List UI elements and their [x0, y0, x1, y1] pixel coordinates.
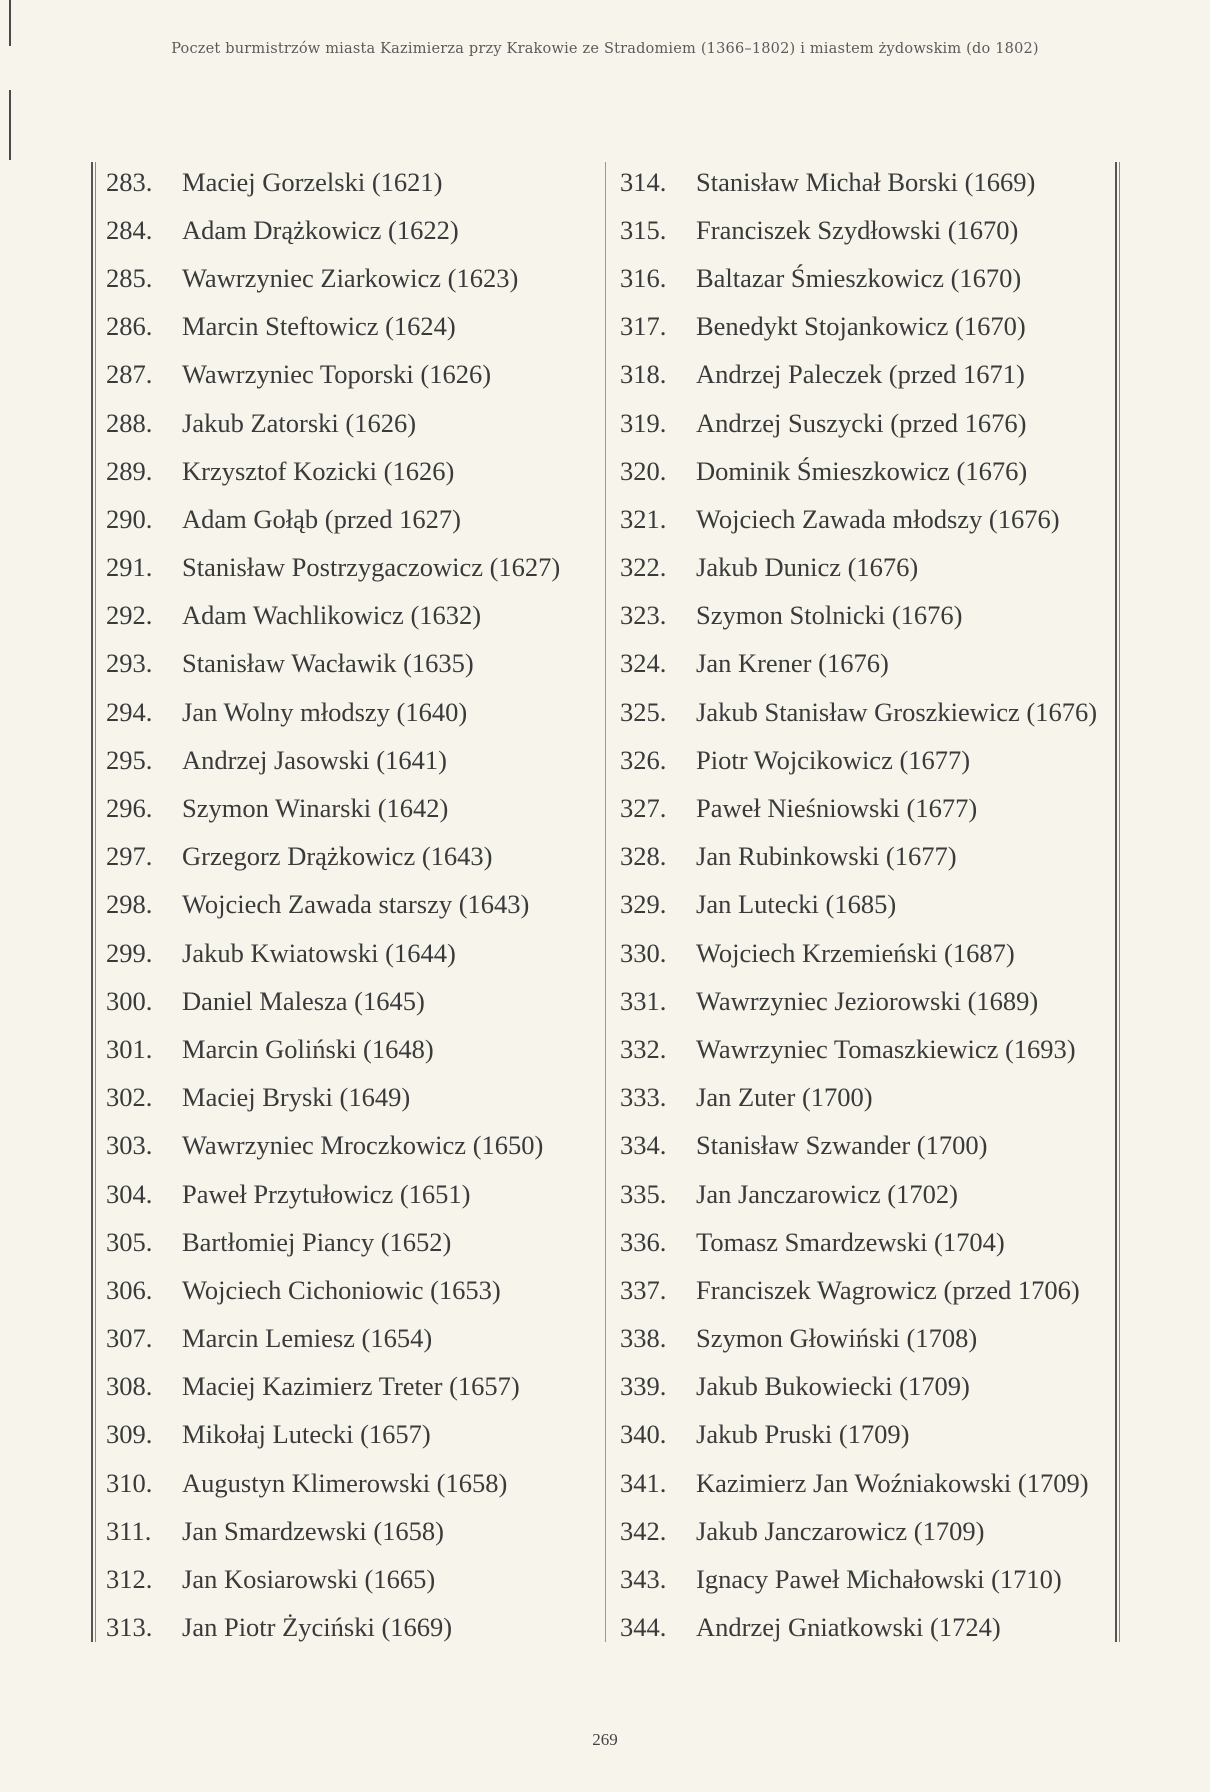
list-item	[620, 254, 1100, 302]
list-item	[620, 351, 1100, 399]
entry-name: Ignacy Paweł Michałowski (1710)	[696, 1564, 1062, 1595]
entry-name: Mikołaj Lutecki (1657)	[182, 1419, 431, 1450]
left-rule-inner	[95, 162, 96, 1642]
entry-name: Jakub Janczarowicz (1709)	[696, 1515, 985, 1546]
list-item	[106, 977, 601, 1025]
entry-name: Jakub Pruski (1709)	[696, 1419, 910, 1450]
list-column-left	[106, 158, 601, 1652]
list-item	[106, 1025, 601, 1073]
list-item	[620, 1459, 1100, 1507]
entry-number: 312.	[106, 1564, 153, 1595]
list-item	[106, 447, 601, 495]
entry-name: Andrzej Gniatkowski (1724)	[696, 1612, 1001, 1643]
entry-number: 330.	[620, 937, 667, 968]
entry-number: 324.	[620, 648, 667, 679]
entry-number: 327.	[620, 793, 667, 824]
entry-number: 329.	[620, 889, 667, 920]
list-item	[106, 736, 601, 784]
entry-number: 303.	[106, 1130, 153, 1161]
entry-number: 293.	[106, 648, 153, 679]
entry-name: Marcin Goliński (1648)	[182, 1033, 434, 1064]
list-item	[620, 640, 1100, 688]
entry-number: 299.	[106, 937, 153, 968]
list-item	[106, 1074, 601, 1122]
entry-name: Jan Piotr Życiński (1669)	[182, 1612, 453, 1643]
list-item	[620, 977, 1100, 1025]
list-item	[106, 495, 601, 543]
entry-name: Wawrzyniec Mroczkowicz (1650)	[182, 1130, 544, 1161]
entry-number: 313.	[106, 1612, 153, 1643]
entry-name: Wawrzyniec Ziarkowicz (1623)	[182, 262, 519, 293]
list-item	[106, 1122, 601, 1170]
entry-name: Paweł Przytułowicz (1651)	[182, 1178, 471, 1209]
entry-number: 321.	[620, 503, 667, 534]
entry-number: 336.	[620, 1226, 667, 1257]
list-item	[620, 929, 1100, 977]
entry-name: Andrzej Jasowski (1641)	[182, 744, 447, 775]
page-number: 269	[592, 1730, 618, 1749]
margin-mark	[9, 90, 11, 160]
entry-name: Jan Wolny młodszy (1640)	[182, 696, 468, 727]
list-item	[106, 254, 601, 302]
entry-number: 285.	[106, 262, 153, 293]
entry-number: 309.	[106, 1419, 153, 1450]
entry-number: 318.	[620, 359, 667, 390]
entry-name: Tomasz Smardzewski (1704)	[696, 1226, 1005, 1257]
entry-number: 343.	[620, 1564, 667, 1595]
entry-name: Franciszek Wagrowicz (przed 1706)	[696, 1274, 1080, 1305]
entry-number: 341.	[620, 1467, 667, 1498]
entry-number: 338.	[620, 1323, 667, 1354]
entry-name: Stanisław Michał Borski (1669)	[696, 166, 1036, 197]
entry-name: Wojciech Krzemieński (1687)	[696, 937, 1015, 968]
list-item	[106, 1411, 601, 1459]
list-item	[106, 1170, 601, 1218]
entry-name: Jakub Stanisław Groszkiewicz (1676)	[696, 696, 1098, 727]
list-item	[106, 206, 601, 254]
entry-number: 335.	[620, 1178, 667, 1209]
entry-number: 333.	[620, 1082, 667, 1113]
list-item	[620, 833, 1100, 881]
entry-number: 296.	[106, 793, 153, 824]
right-rule	[1115, 162, 1117, 1642]
entry-name: Wawrzyniec Jeziorowski (1689)	[696, 985, 1039, 1016]
list-item	[620, 1507, 1100, 1555]
list-item	[106, 351, 601, 399]
list-column-right	[620, 158, 1100, 1652]
entry-number: 325.	[620, 696, 667, 727]
list-item	[620, 303, 1100, 351]
entry-number: 286.	[106, 311, 153, 342]
list-item	[106, 640, 601, 688]
entry-number: 308.	[106, 1371, 153, 1402]
list-item	[620, 736, 1100, 784]
list-item	[620, 1315, 1100, 1363]
entry-number: 300.	[106, 985, 153, 1016]
entry-name: Jan Smardzewski (1658)	[182, 1515, 444, 1546]
list-item	[620, 592, 1100, 640]
entry-name: Andrzej Suszycki (przed 1676)	[696, 407, 1027, 438]
entry-name: Wojciech Zawada młodszy (1676)	[696, 503, 1060, 534]
entry-name: Wojciech Cichoniowic (1653)	[182, 1274, 501, 1305]
entry-number: 298.	[106, 889, 153, 920]
entry-number: 311.	[106, 1515, 152, 1546]
entry-number: 294.	[106, 696, 153, 727]
list-item	[106, 1507, 601, 1555]
entry-name: Adam Drążkowicz (1622)	[182, 214, 459, 245]
entry-number: 316.	[620, 262, 667, 293]
list-item	[620, 688, 1100, 736]
entry-number: 295.	[106, 744, 153, 775]
entry-number: 297.	[106, 841, 153, 872]
entry-number: 344.	[620, 1612, 667, 1643]
left-rule	[91, 162, 93, 1642]
entry-name: Adam Gołąb (przed 1627)	[182, 503, 461, 534]
entry-name: Grzegorz Drążkowicz (1643)	[182, 841, 493, 872]
list-item	[106, 399, 601, 447]
list-item	[106, 1555, 601, 1603]
entry-number: 287.	[106, 359, 153, 390]
entry-number: 317.	[620, 311, 667, 342]
entry-name: Jan Lutecki (1685)	[696, 889, 897, 920]
list-item	[620, 1074, 1100, 1122]
entry-number: 304.	[106, 1178, 153, 1209]
entry-name: Baltazar Śmieszkowicz (1670)	[696, 262, 1022, 293]
entry-name: Jakub Bukowiecki (1709)	[696, 1371, 970, 1402]
entry-name: Jan Kosiarowski (1665)	[182, 1564, 436, 1595]
entry-name: Stanisław Postrzygaczowicz (1627)	[182, 552, 561, 583]
entry-number: 310.	[106, 1467, 153, 1498]
entry-name: Jakub Zatorski (1626)	[182, 407, 417, 438]
list-item	[620, 1266, 1100, 1314]
entry-name: Jakub Dunicz (1676)	[696, 552, 919, 583]
list-item	[620, 544, 1100, 592]
entry-name: Jakub Kwiatowski (1644)	[182, 937, 456, 968]
list-item	[620, 1025, 1100, 1073]
entry-number: 290.	[106, 503, 153, 534]
entry-name: Jan Rubinkowski (1677)	[696, 841, 957, 872]
entry-name: Stanisław Wacławik (1635)	[182, 648, 474, 679]
entry-number: 301.	[106, 1033, 153, 1064]
entry-name: Krzysztof Kozicki (1626)	[182, 455, 455, 486]
list-item	[106, 1315, 601, 1363]
entry-number: 337.	[620, 1274, 667, 1305]
list-item	[620, 206, 1100, 254]
entry-name: Wawrzyniec Toporski (1626)	[182, 359, 492, 390]
entry-name: Jan Krener (1676)	[696, 648, 889, 679]
list-item	[106, 1604, 601, 1652]
list-item	[620, 784, 1100, 832]
entry-name: Marcin Steftowicz (1624)	[182, 311, 456, 342]
list-item	[106, 1266, 601, 1314]
entry-number: 283.	[106, 166, 153, 197]
entry-name: Wojciech Zawada starszy (1643)	[182, 889, 530, 920]
entry-number: 314.	[620, 166, 667, 197]
list-item	[620, 881, 1100, 929]
entry-number: 331.	[620, 985, 667, 1016]
list-item	[106, 592, 601, 640]
entry-number: 315.	[620, 214, 667, 245]
list-item	[106, 833, 601, 881]
list-item	[106, 303, 601, 351]
entry-number: 326.	[620, 744, 667, 775]
list-item	[620, 1122, 1100, 1170]
entry-number: 291.	[106, 552, 153, 583]
entry-number: 319.	[620, 407, 667, 438]
margin-mark	[9, 0, 11, 46]
list-item	[106, 929, 601, 977]
entry-name: Bartłomiej Piancy (1652)	[182, 1226, 452, 1257]
list-item	[620, 158, 1100, 206]
list-item	[620, 1218, 1100, 1266]
entry-name: Maciej Gorzelski (1621)	[182, 166, 443, 197]
entry-name: Franciszek Szydłowski (1670)	[696, 214, 1019, 245]
entry-number: 332.	[620, 1033, 667, 1064]
entry-number: 334.	[620, 1130, 667, 1161]
list-item	[620, 1604, 1100, 1652]
entry-name: Piotr Wojcikowicz (1677)	[696, 744, 971, 775]
entry-number: 305.	[106, 1226, 153, 1257]
entry-name: Szymon Głowiński (1708)	[696, 1323, 978, 1354]
entry-name: Paweł Nieśniowski (1677)	[696, 793, 978, 824]
list-item	[620, 1555, 1100, 1603]
list-item	[106, 881, 601, 929]
entry-name: Augustyn Klimerowski (1658)	[182, 1467, 508, 1498]
list-item	[620, 1170, 1100, 1218]
list-item	[620, 1411, 1100, 1459]
entry-number: 284.	[106, 214, 153, 245]
center-rule	[605, 162, 606, 1642]
entry-name: Daniel Malesza (1645)	[182, 985, 425, 1016]
entry-number: 322.	[620, 552, 667, 583]
list-item	[620, 447, 1100, 495]
entry-number: 306.	[106, 1274, 153, 1305]
entry-number: 302.	[106, 1082, 153, 1113]
entry-number: 288.	[106, 407, 153, 438]
entry-name: Wawrzyniec Tomaszkiewicz (1693)	[696, 1033, 1076, 1064]
entry-number: 328.	[620, 841, 667, 872]
entry-number: 340.	[620, 1419, 667, 1450]
running-head: Poczet burmistrzów miasta Kazimierza przy Krakowie ze Stradomiem (1366–1802) i miastem żydowskim (do 1802)	[171, 41, 1039, 57]
list-item	[106, 1363, 601, 1411]
list-item	[106, 784, 601, 832]
entry-name: Kazimierz Jan Woźniakowski (1709)	[696, 1467, 1089, 1498]
entry-number: 307.	[106, 1323, 153, 1354]
list-item	[106, 158, 601, 206]
list-item	[106, 1218, 601, 1266]
entry-name: Jan Zuter (1700)	[696, 1082, 873, 1113]
list-item	[620, 495, 1100, 543]
entry-number: 292.	[106, 600, 153, 631]
entry-number: 323.	[620, 600, 667, 631]
entry-number: 339.	[620, 1371, 667, 1402]
entry-name: Andrzej Paleczek (przed 1671)	[696, 359, 1025, 390]
entry-name: Jan Janczarowicz (1702)	[696, 1178, 958, 1209]
list-item	[106, 544, 601, 592]
list-item	[106, 688, 601, 736]
entry-name: Stanisław Szwander (1700)	[696, 1130, 988, 1161]
entry-number: 289.	[106, 455, 153, 486]
right-rule-inner	[1119, 162, 1120, 1642]
entry-name: Marcin Lemiesz (1654)	[182, 1323, 433, 1354]
entry-name: Maciej Bryski (1649)	[182, 1082, 411, 1113]
entry-name: Adam Wachlikowicz (1632)	[182, 600, 482, 631]
list-item	[620, 1363, 1100, 1411]
entry-name: Maciej Kazimierz Treter (1657)	[182, 1371, 520, 1402]
entry-number: 320.	[620, 455, 667, 486]
entry-name: Dominik Śmieszkowicz (1676)	[696, 455, 1028, 486]
entry-number: 342.	[620, 1515, 667, 1546]
entry-name: Benedykt Stojankowicz (1670)	[696, 311, 1026, 342]
entry-name: Szymon Stolnicki (1676)	[696, 600, 963, 631]
list-item	[106, 1459, 601, 1507]
list-item	[620, 399, 1100, 447]
entry-name: Szymon Winarski (1642)	[182, 793, 449, 824]
